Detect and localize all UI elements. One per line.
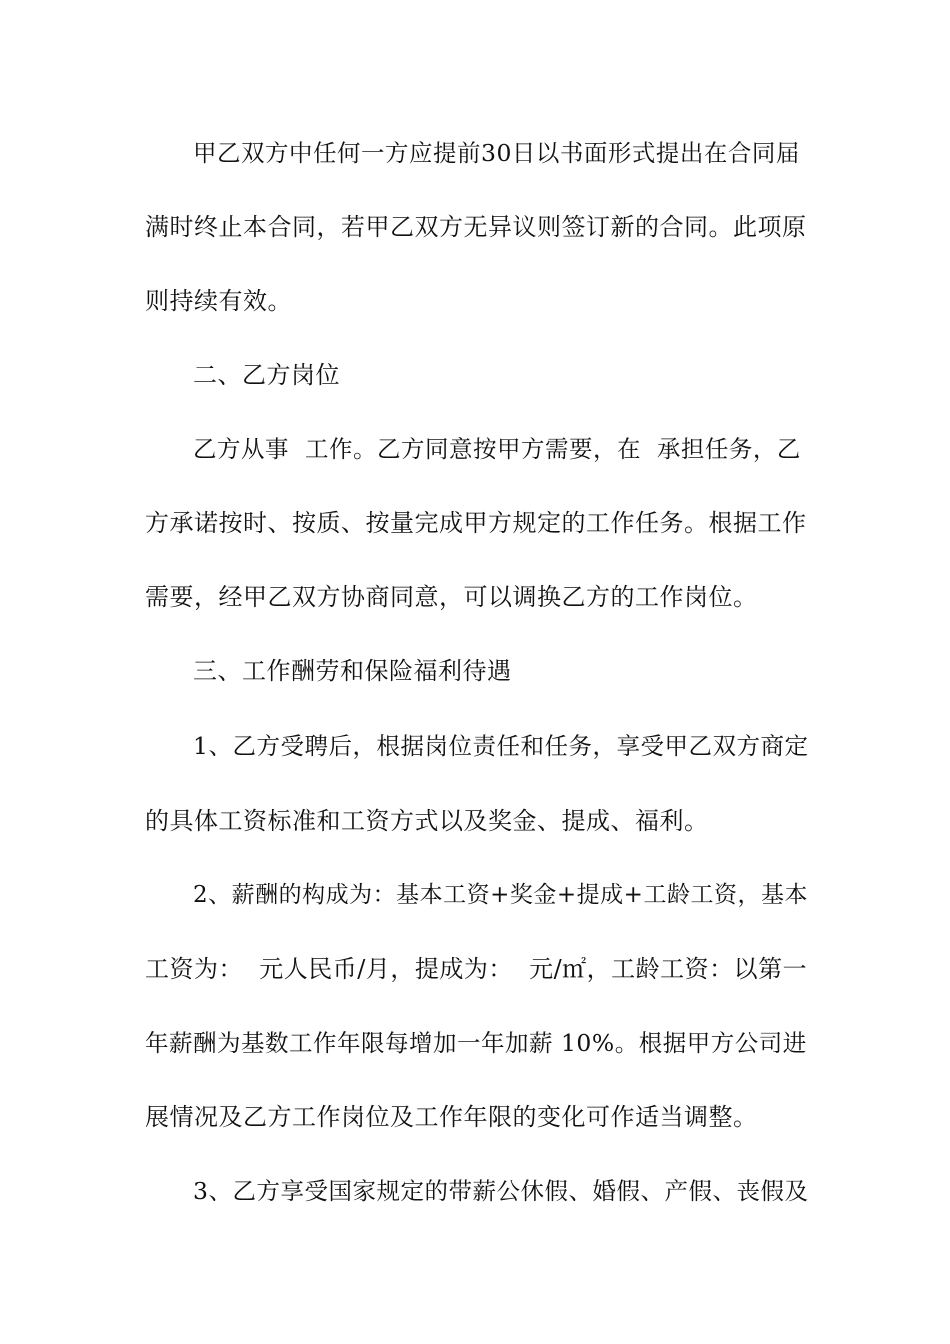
paragraph-line: 则持续有效。 bbox=[145, 287, 292, 315]
paragraph-line: 需要，经甲乙双方协商同意，可以调换乙方的工作岗位。 bbox=[145, 583, 758, 611]
paragraph-line: 工资为： 元人民币/月，提成为： 元/㎡，工龄工资：以第一 bbox=[145, 955, 808, 983]
paragraph-line: 1、乙方受聘后，根据岗位责任和任务，享受甲乙双方商定 bbox=[193, 732, 809, 760]
paragraph-line: 2、薪酬的构成为：基本工资+奖金+提成+工龄工资，基本 bbox=[193, 882, 808, 908]
paragraph-line: 的具体工资标准和工资方式以及奖金、提成、福利。 bbox=[145, 807, 709, 835]
paragraph-line: 满时终止本合同，若甲乙双方无异议则签订新的合同。此项原 bbox=[145, 213, 807, 241]
paragraph-line: 年薪酬为基数工作年限每增加一年加薪 10%。根据甲方公司进 bbox=[145, 1029, 807, 1057]
paragraph-line: 甲乙双方中任何一方应提前30日以书面形式提出在合同届 bbox=[193, 139, 800, 167]
paragraph-line: 方承诺按时、按质、按量完成甲方规定的工作任务。根据工作 bbox=[145, 509, 807, 537]
paragraph-line: 3、乙方享受国家规定的带薪公休假、婚假、产假、丧假及 bbox=[193, 1177, 809, 1205]
section-heading: 二、乙方岗位 bbox=[193, 361, 340, 389]
section-heading: 三、工作酬劳和保险福利待遇 bbox=[193, 657, 512, 685]
paragraph-line: 乙方从事 工作。乙方同意按甲方需要，在 承担任务，乙 bbox=[193, 435, 801, 463]
paragraph-line: 展情况及乙方工作岗位及工作年限的变化可作适当调整。 bbox=[145, 1103, 758, 1131]
